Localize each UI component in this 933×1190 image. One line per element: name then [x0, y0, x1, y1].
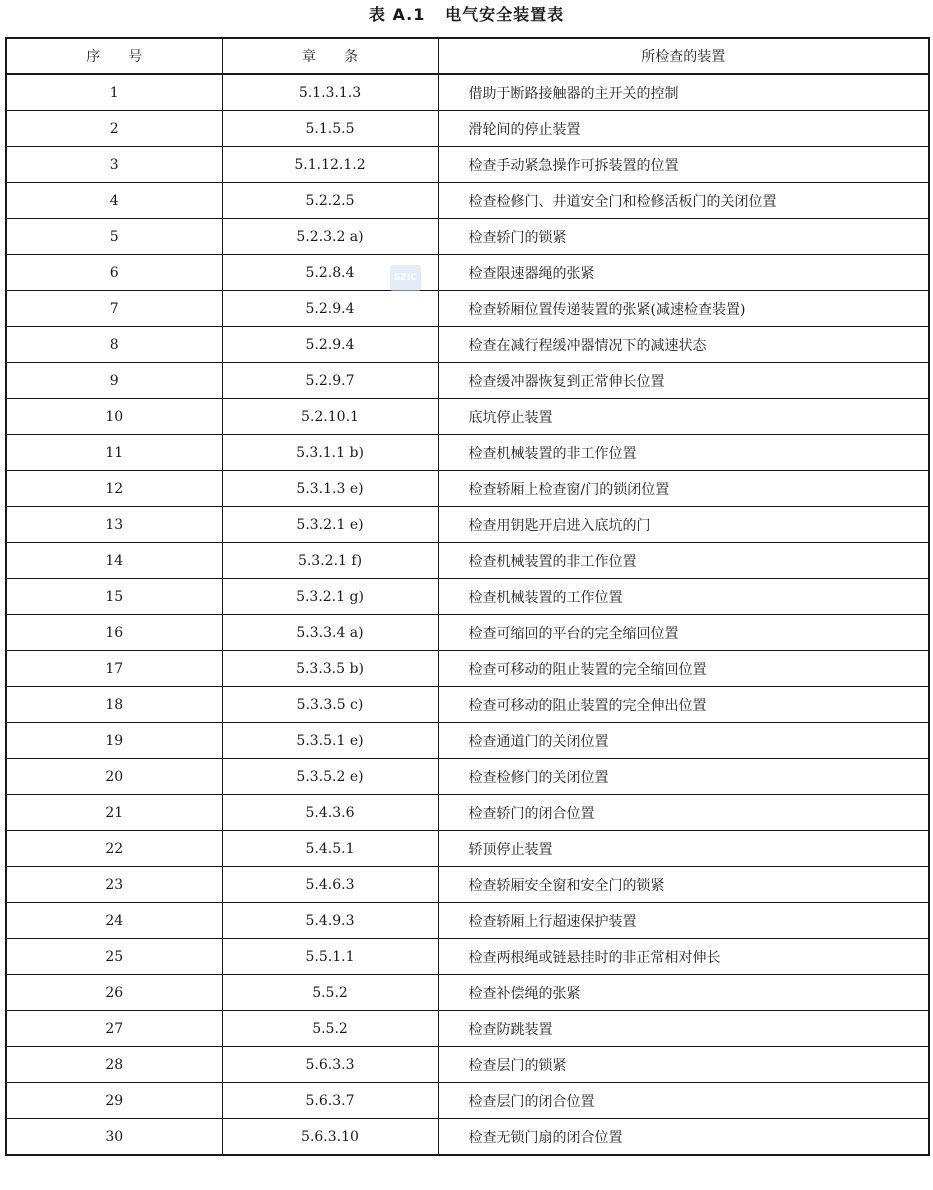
- cell-checked-device: 检查轿厢安全窗和安全门的锁紧: [438, 867, 929, 903]
- header-serial-number: 序 号: [6, 38, 222, 74]
- table-row: [6, 831, 929, 867]
- table-row: [6, 795, 929, 831]
- cell-serial-number: 20: [6, 759, 222, 795]
- cell-clause: 5.2.9.7: [222, 363, 438, 399]
- cell-clause: 5.1.12.1.2: [222, 147, 438, 183]
- table-header: [6, 38, 929, 74]
- table-row: [6, 579, 929, 615]
- header-clause: 章 条: [222, 38, 438, 74]
- cell-clause: 5.2.8.4: [222, 255, 438, 291]
- table-row: [6, 111, 929, 147]
- cell-clause: 5.2.10.1: [222, 399, 438, 435]
- table-row: [6, 759, 929, 795]
- table-row: [6, 687, 929, 723]
- table-row: [6, 1011, 929, 1047]
- table-row: [6, 399, 929, 435]
- table-row: [6, 291, 929, 327]
- cell-clause: 5.3.2.1 f): [222, 543, 438, 579]
- cell-serial-number: 17: [6, 651, 222, 687]
- cell-serial-number: 29: [6, 1083, 222, 1119]
- cell-serial-number: 14: [6, 543, 222, 579]
- cell-serial-number: 30: [6, 1119, 222, 1156]
- cell-checked-device: 借助于断路接触器的主开关的控制: [438, 74, 929, 111]
- table-row: [6, 939, 929, 975]
- table-row: [6, 327, 929, 363]
- watermark-logo: SZIC: [390, 265, 421, 291]
- cell-clause: 5.3.1.3 e): [222, 471, 438, 507]
- cell-clause: 5.6.3.10: [222, 1119, 438, 1156]
- table-row: [6, 975, 929, 1011]
- cell-checked-device: 检查补偿绳的张紧: [438, 975, 929, 1011]
- cell-serial-number: 24: [6, 903, 222, 939]
- cell-clause: 5.4.9.3: [222, 903, 438, 939]
- table-row: [6, 435, 929, 471]
- header-row: [6, 38, 929, 74]
- table-row: [6, 651, 929, 687]
- cell-checked-device: 检查层门的锁紧: [438, 1047, 929, 1083]
- cell-checked-device: 轿顶停止装置: [438, 831, 929, 867]
- table-row: [6, 867, 929, 903]
- cell-clause: 5.3.2.1 e): [222, 507, 438, 543]
- cell-checked-device: 滑轮间的停止装置: [438, 111, 929, 147]
- table-row: [6, 219, 929, 255]
- table-row: [6, 543, 929, 579]
- cell-checked-device: 检查防跳装置: [438, 1011, 929, 1047]
- cell-serial-number: 9: [6, 363, 222, 399]
- cell-checked-device: 检查轿厢上行超速保护装置: [438, 903, 929, 939]
- cell-checked-device: 检查轿厢位置传递装置的张紧(减速检查装置): [438, 291, 929, 327]
- cell-clause: 5.6.3.7: [222, 1083, 438, 1119]
- cell-clause: 5.5.1.1: [222, 939, 438, 975]
- cell-clause: 5.2.2.5: [222, 183, 438, 219]
- table-row: [6, 723, 929, 759]
- cell-clause: 5.4.6.3: [222, 867, 438, 903]
- cell-serial-number: 3: [6, 147, 222, 183]
- table-row: [6, 147, 929, 183]
- table-row: [6, 363, 929, 399]
- cell-clause: 5.2.9.4: [222, 327, 438, 363]
- table-row: [6, 255, 929, 291]
- cell-clause: 5.6.3.3: [222, 1047, 438, 1083]
- cell-checked-device: 检查手动紧急操作可拆装置的位置: [438, 147, 929, 183]
- cell-clause: 5.3.3.5 b): [222, 651, 438, 687]
- cell-checked-device: 检查无锁门扇的闭合位置: [438, 1119, 929, 1156]
- cell-clause: 5.3.2.1 g): [222, 579, 438, 615]
- cell-serial-number: 13: [6, 507, 222, 543]
- cell-checked-device: 检查检修门的关闭位置: [438, 759, 929, 795]
- cell-clause: 5.1.5.5: [222, 111, 438, 147]
- cell-serial-number: 10: [6, 399, 222, 435]
- header-checked-device: 所检查的装置: [438, 38, 929, 74]
- cell-checked-device: 检查在减行程缓冲器情况下的减速状态: [438, 327, 929, 363]
- cell-checked-device: 检查两根绳或链悬挂时的非正常相对伸长: [438, 939, 929, 975]
- cell-clause: 5.1.3.1.3: [222, 74, 438, 111]
- cell-clause: 5.3.5.1 e): [222, 723, 438, 759]
- table-row: [6, 183, 929, 219]
- cell-clause: 5.3.3.4 a): [222, 615, 438, 651]
- cell-checked-device: 检查机械装置的工作位置: [438, 579, 929, 615]
- cell-clause: 5.3.1.1 b): [222, 435, 438, 471]
- cell-checked-device: 检查可移动的阻止装置的完全伸出位置: [438, 687, 929, 723]
- cell-clause: 5.5.2: [222, 975, 438, 1011]
- cell-clause: 5.2.3.2 a): [222, 219, 438, 255]
- table-row: [6, 1119, 929, 1156]
- cell-checked-device: 检查限速器绳的张紧: [438, 255, 929, 291]
- cell-serial-number: 26: [6, 975, 222, 1011]
- cell-serial-number: 7: [6, 291, 222, 327]
- table-row: [6, 471, 929, 507]
- cell-checked-device: 检查通道门的关闭位置: [438, 723, 929, 759]
- cell-serial-number: 18: [6, 687, 222, 723]
- cell-clause: 5.3.3.5 c): [222, 687, 438, 723]
- table-row: [6, 903, 929, 939]
- cell-checked-device: 检查轿厢上检查窗/门的锁闭位置: [438, 471, 929, 507]
- cell-serial-number: 19: [6, 723, 222, 759]
- cell-serial-number: 22: [6, 831, 222, 867]
- table-row: [6, 1083, 929, 1119]
- cell-clause: 5.5.2: [222, 1011, 438, 1047]
- cell-serial-number: 16: [6, 615, 222, 651]
- cell-serial-number: 21: [6, 795, 222, 831]
- cell-checked-device: 检查层门的闭合位置: [438, 1083, 929, 1119]
- cell-serial-number: 23: [6, 867, 222, 903]
- cell-checked-device: 检查轿门的锁紧: [438, 219, 929, 255]
- table-row: [6, 507, 929, 543]
- cell-serial-number: 8: [6, 327, 222, 363]
- cell-serial-number: 12: [6, 471, 222, 507]
- table-title: 表 A.1 电气安全装置表: [368, 5, 565, 24]
- cell-serial-number: 2: [6, 111, 222, 147]
- cell-serial-number: 6: [6, 255, 222, 291]
- cell-checked-device: 检查用钥匙开启进入底坑的门: [438, 507, 929, 543]
- cell-clause: 5.4.3.6: [222, 795, 438, 831]
- electrical-safety-device-table: [5, 37, 930, 1156]
- cell-clause: 5.2.9.4: [222, 291, 438, 327]
- cell-clause: 5.3.5.2 e): [222, 759, 438, 795]
- table-row: [6, 74, 929, 111]
- cell-checked-device: 检查机械装置的非工作位置: [438, 543, 929, 579]
- cell-serial-number: 27: [6, 1011, 222, 1047]
- cell-clause: 5.4.5.1: [222, 831, 438, 867]
- cell-checked-device: 检查可移动的阻止装置的完全缩回位置: [438, 651, 929, 687]
- cell-serial-number: 5: [6, 219, 222, 255]
- table-row: [6, 1047, 929, 1083]
- table-body: [6, 74, 929, 1155]
- cell-checked-device: 检查缓冲器恢复到正常伸长位置: [438, 363, 929, 399]
- cell-serial-number: 28: [6, 1047, 222, 1083]
- cell-checked-device: 检查轿门的闭合位置: [438, 795, 929, 831]
- cell-serial-number: 25: [6, 939, 222, 975]
- cell-serial-number: 1: [6, 74, 222, 111]
- cell-checked-device: 底坑停止装置: [438, 399, 929, 435]
- cell-serial-number: 11: [6, 435, 222, 471]
- cell-serial-number: 4: [6, 183, 222, 219]
- cell-checked-device: 检查可缩回的平台的完全缩回位置: [438, 615, 929, 651]
- table-row: [6, 615, 929, 651]
- cell-serial-number: 15: [6, 579, 222, 615]
- cell-checked-device: 检查机械装置的非工作位置: [438, 435, 929, 471]
- cell-checked-device: 检查检修门、井道安全门和检修活板门的关闭位置: [438, 183, 929, 219]
